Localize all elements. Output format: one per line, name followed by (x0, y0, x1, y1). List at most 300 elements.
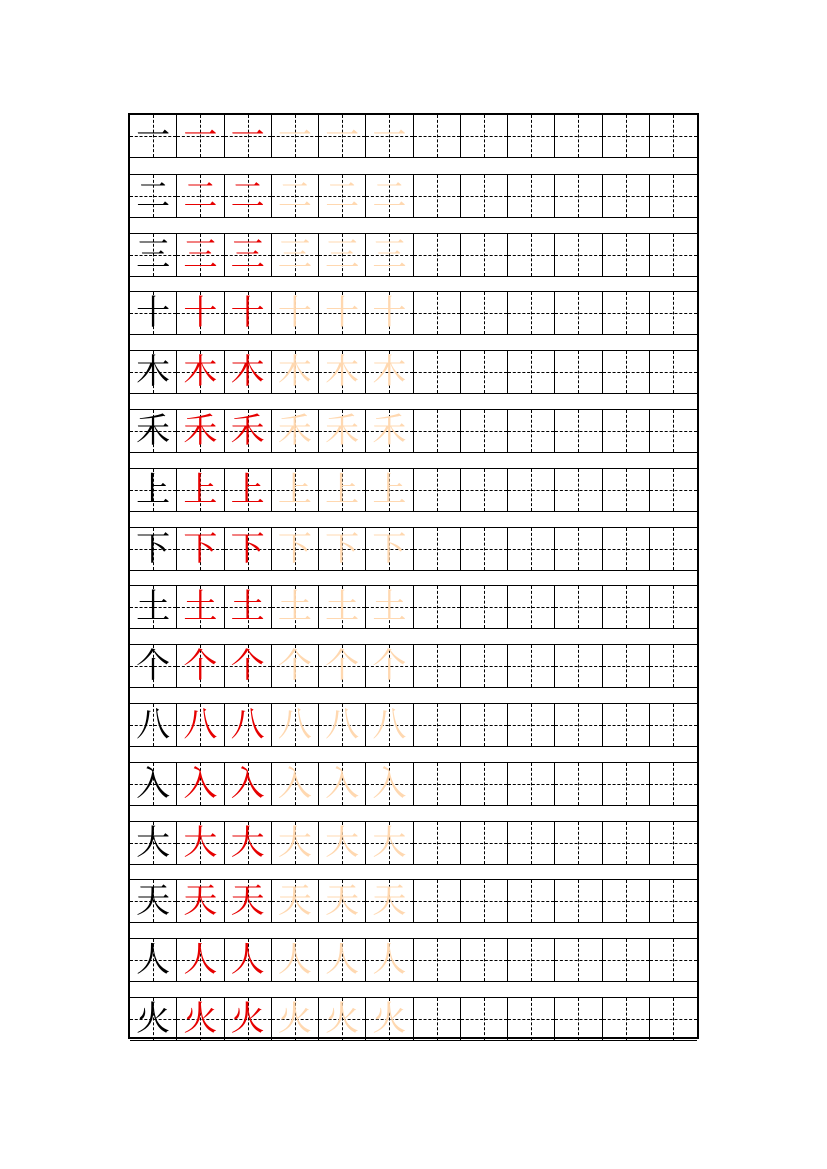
model-character: 下 (136, 528, 171, 569)
blank-cell (555, 645, 602, 687)
practice-row (130, 291, 697, 335)
blank-cell (603, 115, 650, 157)
guide-line-horizontal (414, 607, 460, 608)
trace-cell (177, 292, 224, 334)
trace-character: 个 (277, 646, 312, 687)
trace-character: 人 (230, 940, 265, 981)
trace-cell (225, 998, 272, 1040)
blank-cell (461, 115, 508, 157)
trace-cell (366, 469, 413, 511)
guide-line-horizontal (414, 784, 460, 785)
blank-cell (508, 115, 555, 157)
blank-cell (414, 880, 461, 922)
guide-line-horizontal (414, 313, 460, 314)
practice-grid (128, 113, 699, 1039)
trace-cell (225, 939, 272, 981)
trace-character: 火 (230, 999, 265, 1039)
guide-line-horizontal (508, 960, 554, 961)
blank-cell (414, 292, 461, 334)
guide-line-horizontal (414, 549, 460, 550)
trace-character: 八 (277, 705, 312, 745)
blank-cell (508, 939, 555, 981)
blank-cell (555, 469, 602, 511)
guide-line-horizontal (603, 843, 649, 844)
guide-line-horizontal (650, 843, 697, 844)
model-character: 八 (136, 705, 171, 745)
trace-cell (366, 175, 413, 217)
guide-line-horizontal (603, 196, 649, 197)
guide-line-horizontal (414, 255, 460, 256)
guide-line-horizontal (508, 490, 554, 491)
trace-character: 大 (277, 822, 312, 863)
guide-line-horizontal (461, 725, 507, 726)
model-cell (130, 410, 177, 452)
model-character: 一 (136, 116, 171, 156)
guide-line-horizontal (650, 549, 697, 550)
blank-cell (461, 586, 508, 628)
trace-character: 天 (230, 881, 265, 922)
guide-line-horizontal (414, 1019, 460, 1020)
trace-character: 土 (183, 587, 218, 628)
practice-row (130, 879, 697, 923)
trace-character: 土 (277, 587, 312, 628)
blank-cell (555, 234, 602, 276)
guide-line-horizontal (603, 960, 649, 961)
guide-line-horizontal (650, 725, 697, 726)
trace-character: 火 (183, 999, 218, 1039)
practice-row (130, 468, 697, 512)
model-cell (130, 292, 177, 334)
guide-line-horizontal (650, 372, 697, 373)
trace-character: 土 (372, 587, 407, 628)
blank-cell (603, 292, 650, 334)
trace-cell (366, 763, 413, 805)
blank-cell (650, 763, 697, 805)
trace-character: 木 (325, 352, 360, 393)
guide-line-horizontal (461, 255, 507, 256)
guide-line-horizontal (461, 431, 507, 432)
trace-character: 三 (325, 234, 360, 275)
guide-line-horizontal (508, 549, 554, 550)
trace-cell (225, 175, 272, 217)
blank-cell (555, 939, 602, 981)
blank-cell (603, 763, 650, 805)
blank-cell (414, 822, 461, 864)
trace-character: 火 (277, 999, 312, 1039)
model-character: 天 (136, 881, 171, 922)
trace-cell (272, 528, 319, 570)
trace-character: 天 (372, 881, 407, 922)
blank-cell (555, 998, 602, 1040)
trace-cell (366, 351, 413, 393)
trace-character: 入 (325, 763, 360, 804)
trace-character: 三 (183, 234, 218, 275)
blank-cell (461, 763, 508, 805)
blank-cell (461, 528, 508, 570)
guide-line-horizontal (461, 607, 507, 608)
guide-line-horizontal (603, 666, 649, 667)
guide-line-horizontal (555, 372, 601, 373)
trace-character: 大 (183, 822, 218, 863)
model-cell (130, 586, 177, 628)
model-cell (130, 234, 177, 276)
trace-character: 下 (230, 528, 265, 569)
blank-cell (461, 469, 508, 511)
model-cell (130, 939, 177, 981)
practice-row (130, 762, 697, 806)
trace-cell (366, 586, 413, 628)
trace-character: 十 (325, 293, 360, 334)
trace-cell (272, 175, 319, 217)
trace-character: 木 (230, 352, 265, 393)
trace-cell (177, 528, 224, 570)
blank-cell (508, 704, 555, 746)
guide-line-horizontal (603, 490, 649, 491)
trace-cell (225, 351, 272, 393)
guide-line-horizontal (414, 666, 460, 667)
blank-cell (414, 763, 461, 805)
model-character: 入 (136, 763, 171, 804)
blank-cell (650, 998, 697, 1040)
model-cell (130, 763, 177, 805)
guide-line-horizontal (555, 666, 601, 667)
model-character: 人 (136, 940, 171, 981)
trace-character: 个 (325, 646, 360, 687)
guide-line-horizontal (461, 313, 507, 314)
guide-line-horizontal (508, 843, 554, 844)
guide-line-horizontal (603, 901, 649, 902)
trace-cell (366, 939, 413, 981)
trace-cell (272, 939, 319, 981)
blank-cell (603, 175, 650, 217)
trace-character: 人 (183, 940, 218, 981)
trace-cell (366, 645, 413, 687)
guide-line-horizontal (650, 196, 697, 197)
model-character: 二 (136, 175, 171, 216)
blank-cell (555, 528, 602, 570)
guide-line-horizontal (650, 901, 697, 902)
trace-character: 二 (372, 175, 407, 216)
practice-row (130, 409, 697, 453)
trace-cell (177, 763, 224, 805)
model-cell (130, 469, 177, 511)
blank-cell (650, 469, 697, 511)
guide-line-horizontal (508, 313, 554, 314)
trace-character: 一 (183, 116, 218, 156)
blank-cell (508, 175, 555, 217)
practice-row (130, 115, 697, 158)
trace-character: 禾 (277, 411, 312, 451)
trace-cell (177, 351, 224, 393)
trace-character: 三 (230, 234, 265, 275)
blank-cell (603, 528, 650, 570)
trace-cell (225, 234, 272, 276)
trace-cell (319, 469, 366, 511)
trace-cell (319, 528, 366, 570)
trace-character: 十 (183, 293, 218, 334)
trace-cell (225, 704, 272, 746)
guide-line-horizontal (461, 549, 507, 550)
blank-cell (603, 469, 650, 511)
trace-character: 上 (183, 469, 218, 510)
trace-cell (225, 292, 272, 334)
guide-line-horizontal (555, 960, 601, 961)
model-character: 火 (136, 999, 171, 1039)
trace-cell (225, 763, 272, 805)
blank-cell (603, 351, 650, 393)
blank-cell (603, 939, 650, 981)
trace-character: 入 (372, 763, 407, 804)
blank-cell (461, 175, 508, 217)
blank-cell (508, 822, 555, 864)
guide-line-horizontal (555, 607, 601, 608)
blank-cell (414, 469, 461, 511)
trace-character: 一 (372, 116, 407, 156)
trace-character: 个 (183, 646, 218, 687)
guide-line-horizontal (414, 725, 460, 726)
blank-cell (650, 234, 697, 276)
guide-line-horizontal (461, 901, 507, 902)
blank-cell (508, 880, 555, 922)
guide-line-horizontal (508, 666, 554, 667)
trace-cell (177, 115, 224, 157)
trace-cell (272, 234, 319, 276)
guide-line-horizontal (508, 255, 554, 256)
guide-line-horizontal (461, 1019, 507, 1020)
guide-line-horizontal (555, 549, 601, 550)
guide-line-horizontal (414, 136, 460, 137)
trace-character: 一 (277, 116, 312, 156)
guide-line-horizontal (603, 313, 649, 314)
guide-line-horizontal (555, 843, 601, 844)
trace-character: 火 (372, 999, 407, 1039)
guide-line-horizontal (555, 313, 601, 314)
trace-character: 木 (277, 352, 312, 393)
trace-cell (319, 292, 366, 334)
trace-cell (225, 469, 272, 511)
blank-cell (650, 822, 697, 864)
guide-line-horizontal (650, 784, 697, 785)
trace-cell (225, 822, 272, 864)
blank-cell (414, 234, 461, 276)
trace-character: 木 (183, 352, 218, 393)
trace-cell (272, 410, 319, 452)
trace-character: 大 (325, 822, 360, 863)
trace-character: 一 (230, 116, 265, 156)
trace-cell (272, 704, 319, 746)
guide-line-horizontal (603, 431, 649, 432)
trace-cell (319, 822, 366, 864)
blank-cell (650, 292, 697, 334)
trace-cell (319, 115, 366, 157)
trace-character: 天 (183, 881, 218, 922)
guide-line-horizontal (555, 784, 601, 785)
trace-character: 人 (325, 940, 360, 981)
guide-line-horizontal (508, 901, 554, 902)
practice-row (130, 174, 697, 218)
guide-line-horizontal (555, 196, 601, 197)
blank-cell (555, 880, 602, 922)
trace-character: 十 (372, 293, 407, 334)
model-character: 上 (136, 469, 171, 510)
trace-cell (319, 704, 366, 746)
trace-cell (177, 998, 224, 1040)
trace-cell (177, 410, 224, 452)
trace-character: 下 (372, 528, 407, 569)
guide-line-horizontal (461, 136, 507, 137)
blank-cell (650, 175, 697, 217)
blank-cell (508, 234, 555, 276)
trace-character: 十 (230, 293, 265, 334)
trace-character: 火 (325, 999, 360, 1039)
guide-line-horizontal (603, 725, 649, 726)
trace-character: 一 (325, 116, 360, 156)
blank-cell (461, 234, 508, 276)
guide-line-horizontal (414, 960, 460, 961)
blank-cell (555, 351, 602, 393)
trace-character: 二 (230, 175, 265, 216)
blank-cell (650, 645, 697, 687)
trace-character: 大 (230, 822, 265, 863)
guide-line-horizontal (650, 960, 697, 961)
guide-line-horizontal (508, 725, 554, 726)
blank-cell (555, 763, 602, 805)
guide-line-horizontal (508, 196, 554, 197)
guide-line-horizontal (508, 431, 554, 432)
blank-cell (414, 115, 461, 157)
trace-character: 土 (325, 587, 360, 628)
practice-row (130, 585, 697, 629)
model-character: 大 (136, 822, 171, 863)
trace-cell (366, 292, 413, 334)
trace-cell (177, 822, 224, 864)
trace-character: 三 (372, 234, 407, 275)
blank-cell (414, 939, 461, 981)
guide-line-horizontal (414, 490, 460, 491)
guide-line-horizontal (650, 666, 697, 667)
guide-line-horizontal (461, 666, 507, 667)
blank-cell (508, 645, 555, 687)
blank-cell (414, 586, 461, 628)
guide-line-horizontal (508, 784, 554, 785)
blank-cell (414, 175, 461, 217)
model-cell (130, 880, 177, 922)
blank-cell (414, 528, 461, 570)
practice-row (130, 350, 697, 394)
blank-cell (650, 410, 697, 452)
model-character: 十 (136, 293, 171, 334)
trace-cell (177, 645, 224, 687)
trace-character: 上 (372, 469, 407, 510)
blank-cell (603, 410, 650, 452)
trace-cell (225, 410, 272, 452)
blank-cell (508, 528, 555, 570)
trace-cell (319, 351, 366, 393)
trace-character: 禾 (325, 411, 360, 451)
trace-cell (225, 880, 272, 922)
trace-character: 个 (230, 646, 265, 687)
practice-row (130, 997, 697, 1041)
trace-cell (319, 234, 366, 276)
blank-cell (508, 410, 555, 452)
blank-cell (603, 880, 650, 922)
trace-cell (319, 645, 366, 687)
blank-cell (414, 351, 461, 393)
blank-cell (650, 351, 697, 393)
blank-cell (508, 292, 555, 334)
model-cell (130, 175, 177, 217)
blank-cell (555, 115, 602, 157)
blank-cell (555, 704, 602, 746)
trace-cell (319, 410, 366, 452)
trace-character: 十 (277, 293, 312, 334)
trace-character: 人 (372, 940, 407, 981)
blank-cell (650, 939, 697, 981)
trace-cell (225, 645, 272, 687)
guide-line-horizontal (555, 725, 601, 726)
blank-cell (508, 998, 555, 1040)
blank-cell (555, 175, 602, 217)
trace-cell (366, 998, 413, 1040)
guide-line-horizontal (603, 784, 649, 785)
trace-cell (366, 528, 413, 570)
guide-line-horizontal (603, 136, 649, 137)
guide-line-horizontal (650, 136, 697, 137)
trace-cell (319, 880, 366, 922)
trace-character: 下 (325, 528, 360, 569)
trace-cell (366, 704, 413, 746)
guide-line-horizontal (414, 196, 460, 197)
trace-cell (272, 115, 319, 157)
blank-cell (555, 292, 602, 334)
trace-cell (177, 175, 224, 217)
trace-cell (177, 234, 224, 276)
blank-cell (603, 822, 650, 864)
guide-line-horizontal (650, 255, 697, 256)
guide-line-horizontal (555, 136, 601, 137)
blank-cell (603, 234, 650, 276)
trace-character: 禾 (230, 411, 265, 451)
blank-cell (461, 998, 508, 1040)
guide-line-horizontal (555, 901, 601, 902)
model-cell (130, 998, 177, 1040)
blank-cell (414, 998, 461, 1040)
guide-line-horizontal (555, 1019, 601, 1020)
practice-row (130, 821, 697, 865)
guide-line-horizontal (414, 843, 460, 844)
blank-cell (414, 645, 461, 687)
trace-character: 八 (325, 705, 360, 745)
blank-cell (603, 645, 650, 687)
trace-character: 禾 (183, 411, 218, 451)
guide-line-horizontal (555, 255, 601, 256)
guide-line-horizontal (508, 136, 554, 137)
trace-cell (272, 645, 319, 687)
trace-character: 木 (372, 352, 407, 393)
guide-line-horizontal (461, 960, 507, 961)
trace-cell (272, 469, 319, 511)
guide-line-horizontal (603, 549, 649, 550)
trace-cell (177, 704, 224, 746)
trace-character: 二 (183, 175, 218, 216)
blank-cell (650, 115, 697, 157)
trace-character: 天 (277, 881, 312, 922)
model-cell (130, 704, 177, 746)
guide-line-horizontal (603, 255, 649, 256)
model-character: 土 (136, 587, 171, 628)
trace-character: 下 (277, 528, 312, 569)
trace-cell (319, 175, 366, 217)
